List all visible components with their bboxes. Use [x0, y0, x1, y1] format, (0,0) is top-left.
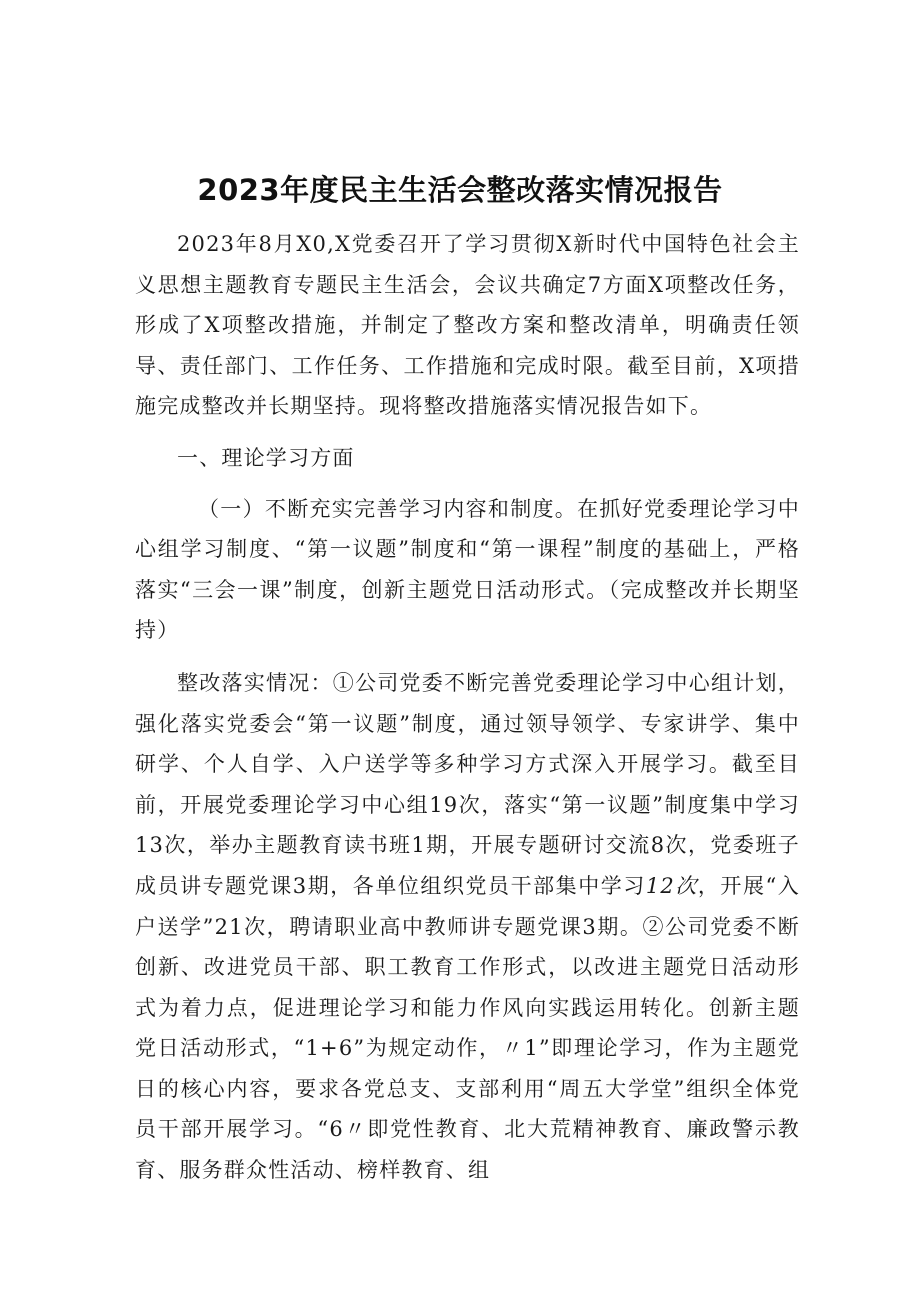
- rectification-status-paragraph: [135, 663, 800, 1191]
- status-text-part-c: ，开展“入户送学”21次，聘请职业高中教师讲专题党课3期。②公司党委不断创新、改进党员干部、职工教育工作形式，以改进主题党日活动形式为着力点，促进理论学习和能力作风向实践运用转化。创新主题党日活动形式，“1+6”为规定动作，〃1”即理论学习，作为主题党日的核心内容，要求各党总支、支部利用“周五大学堂”组织全体党员干部开展学习。“6〃即党性教育、北大荒精神教育、廉政警示教育、服务群众性活动、榜样教育、组: [135, 873, 800, 1183]
- document-body: [135, 224, 800, 1191]
- status-text-part-a: 整改落实情况：①公司党委不断完善党委理论学习中心组计划，强化落实党委会“第一议题”制度，通过领导领学、专家讲学、集中研学、个人自学、入户送学等多种学习方式深入开展学习。截至目前，开展党委理论学习中心组19次，落实“第一议题”制度集中学习13次，举办主题教育读书班1期，开展专题研讨交流8次，党委班子成员讲专题党课3期，各单位组织党员干部集中学习: [135, 670, 800, 898]
- rectification-item-1: （一）不断充实完善学习内容和制度。在抓好党委理论学习中心组学习制度、“第一议题”制度和“第一课程”制度的基础上，严格落实“三会一课”制度，创新主题党日活动形式。（完成整改并长期坚持）: [135, 496, 800, 643]
- intro-paragraph: 2023年8月X0,X党委召开了学习贯彻X新时代中国特色社会主义思想主题教育专题民主生活会，会议共确定7方面X项整改任务，形成了X项整改措施，并制定了整改方案和整改清单，明确责任领导、责任部门、工作任务、工作措施和完成时限。截至目前，X项措施完成整改并长期坚持。现将整改措施落实情况报告如下。: [135, 232, 800, 419]
- status-text-italic-count: 12次: [645, 873, 698, 898]
- document-title: 2023年度民主生活会整改落实情况报告: [197, 173, 723, 207]
- section-heading-theory-study: 一、理论学习方面: [177, 445, 355, 470]
